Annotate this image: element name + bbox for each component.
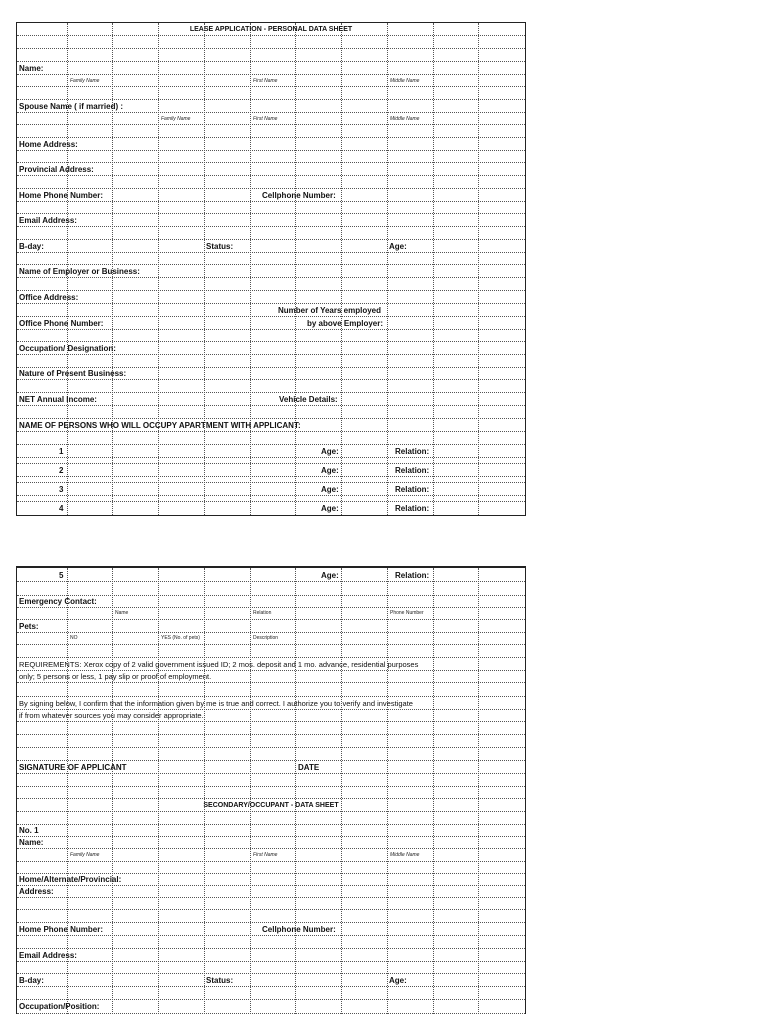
secondary-occupation-label: Occupation/Position: — [19, 1002, 100, 1011]
secondary-age-label: Age: — [389, 976, 407, 985]
date-label: DATE — [298, 763, 320, 772]
emergency-contact-label: Emergency Contact: — [19, 597, 97, 606]
secondary-status-label: Status: — [206, 976, 234, 985]
years-employed-label: Number of Years employed — [278, 306, 381, 315]
family-name-caption: Family Name — [70, 78, 100, 84]
alt-address-label: Home/Alternate/Provincial: — [19, 875, 122, 884]
occupant-number: 4 — [59, 504, 64, 513]
cellphone-label: Cellphone Number: — [262, 191, 336, 200]
occupant-row — [17, 464, 525, 477]
sheet-title: LEASE APPLICATION - PERSONAL DATA SHEET — [189, 26, 353, 33]
occupant-number: 3 — [59, 485, 64, 494]
age-label: Age: — [389, 242, 407, 251]
pets-no-caption: NO — [70, 635, 78, 641]
confirm-line-1: By signing below, I confirm that the information given by me is true and correct. I authorize you to verify and investigate — [19, 699, 413, 708]
occupant-relation-label: Relation: — [395, 447, 430, 456]
occupant-row — [17, 502, 525, 515]
occupants-header: NAME OF PERSONS WHO WILL OCCUPY APARTMENT WITH APPLICANT: — [19, 421, 301, 430]
spouse-name-label: Spouse Name ( if married) : — [19, 102, 124, 111]
secondary-email-label: Email Address: — [19, 951, 77, 960]
secondary-home-phone-label: Home Phone Number: — [19, 925, 104, 934]
secondary-family-name-caption: Family Name — [70, 852, 100, 858]
secondary-address-label: Address: — [19, 887, 54, 896]
by-above-employer-label: by above Employer: — [307, 319, 384, 328]
pets-yes-caption: YES (No. of pets) — [161, 635, 200, 641]
spouse-middle-name-caption: Middle Name — [390, 116, 420, 122]
occupant-age-label: Age: — [321, 571, 339, 580]
secondary-middle-name-caption: Middle Name — [390, 852, 420, 858]
occupant-number: 2 — [59, 466, 64, 475]
occupant-row — [17, 483, 525, 496]
requirements-line-2: only; 5 persons or less, 1 pay slip or proof of employment. — [19, 672, 212, 681]
home-phone-label: Home Phone Number: — [19, 191, 104, 200]
occupant-age-label: Age: — [321, 504, 339, 513]
ec-phone-caption: Phone Number — [390, 610, 424, 616]
secondary-first-name-caption: First Name — [253, 852, 278, 858]
provincial-address-label: Provincial Address: — [19, 165, 94, 174]
occupant-relation-label: Relation: — [395, 466, 430, 475]
spouse-family-name-caption: Family Name — [161, 116, 191, 122]
pets-label: Pets: — [19, 622, 39, 631]
signature-label: SIGNATURE OF APPLICANT — [19, 763, 127, 772]
occupant-number: 1 — [59, 447, 64, 456]
office-address-label: Office Address: — [19, 293, 79, 302]
home-address-label: Home Address: — [19, 140, 78, 149]
nature-business-label: Nature of Present Business: — [19, 369, 127, 378]
occupant-row — [17, 568, 525, 582]
secondary-cellphone-label: Cellphone Number: — [262, 925, 336, 934]
occupant-row — [17, 445, 525, 458]
email-label: Email Address: — [19, 216, 77, 225]
name-label: Name: — [19, 64, 44, 73]
ec-name-caption: Name — [115, 610, 129, 616]
occupant-age-label: Age: — [321, 447, 339, 456]
occupant-relation-label: Relation: — [395, 504, 430, 513]
net-income-label: NET Annual Income: — [19, 395, 97, 404]
occupant-number: 5 — [59, 571, 64, 580]
secondary-name-label: Name: — [19, 838, 44, 847]
no1-label: No. 1 — [19, 826, 39, 835]
office-phone-label: Office Phone Number: — [19, 319, 104, 328]
spouse-first-name-caption: First Name — [253, 116, 278, 122]
status-label: Status: — [206, 242, 234, 251]
personal-data-sheet — [16, 22, 526, 516]
requirements-line-1: REQUIREMENTS: Xerox copy of 2 valid government issued ID; 2 mos. deposit and 1 mo. advance, residential purposes — [19, 660, 419, 669]
occupant-relation-label: Relation: — [395, 485, 430, 494]
employer-label: Name of Employer or Business: — [19, 267, 140, 276]
middle-name-caption: Middle Name — [390, 78, 420, 84]
confirm-line-2: if from whatever sources you may consider appropriate. — [19, 711, 204, 720]
bday-label: B-day: — [19, 242, 44, 251]
title-row — [17, 23, 525, 36]
ec-relation-caption: Relation — [253, 610, 272, 616]
vehicle-label: Vehicle Details: — [279, 395, 338, 404]
secondary-data-sheet — [16, 566, 526, 1014]
secondary-title: SECONDARY/OCCUPANT - DATA SHEET — [203, 802, 339, 809]
occupant-age-label: Age: — [321, 466, 339, 475]
occupant-relation-label: Relation: — [395, 571, 430, 580]
secondary-bday-label: B-day: — [19, 976, 44, 985]
occupant-age-label: Age: — [321, 485, 339, 494]
first-name-caption: First Name — [253, 78, 278, 84]
occupation-label: Occupation/ Designation: — [19, 344, 116, 353]
pets-description-caption: Description — [253, 635, 279, 641]
